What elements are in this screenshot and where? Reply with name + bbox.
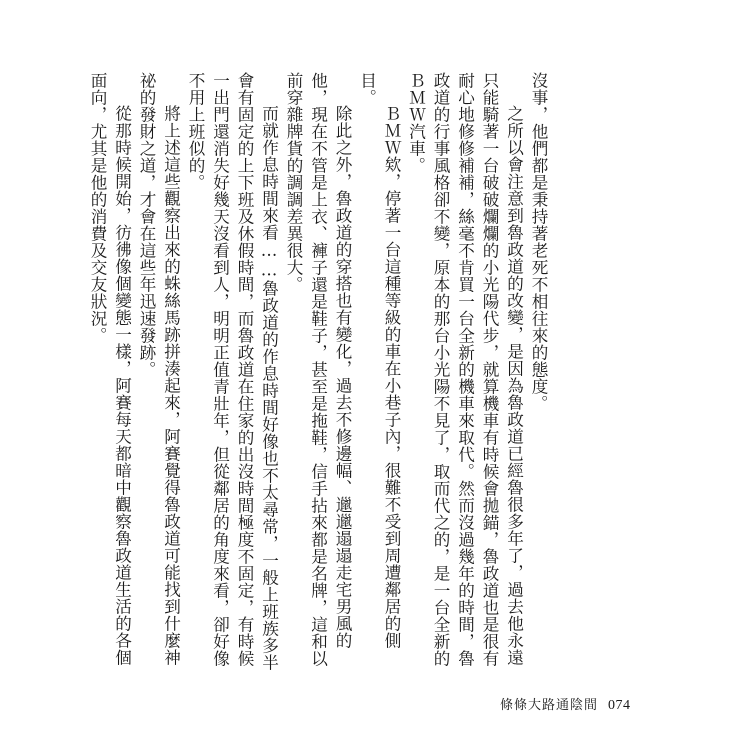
- paragraph-2: 之所以會注意到魯政道的改變，是因為魯政道已經魯很多年了，過去他永遠只能騎著一台破破爛爛的小光陽代步，就算機車有時候會拋錨，魯政道也是很有耐心地修修補補，絲毫不肯買一台全新的機車來取代。然而沒過幾年的時間，魯政道的行事風格卻不變，原本的那台小光陽不見了，取而代之的，是一台全新的ＢＭＷ汽車。: [406, 72, 524, 667]
- running-footer: [500, 694, 631, 714]
- paragraph-7: 從那時候開始，彷彿像個變態一樣，阿賽每天都暗中觀察魯政道生活的各個面向，尤其是他的消費及交友狀況。: [88, 72, 132, 667]
- book-title: 條條大路通陰間: [500, 698, 599, 713]
- paragraph-1: 沒事，他們都是秉持著老死不相往來的態度。: [529, 72, 548, 412]
- paragraph-3: ＢＭＷ欸，停著一台這種等級的車在小巷子內，很難不受到周遭鄰居的側目。: [357, 72, 401, 650]
- paragraph-6: 將上述這些觀察出來的蛛絲馬跡拼湊起來，阿賽覺得魯政道可能找到什麼神祕的發財之道，才會在這些年迅速發跡。: [137, 72, 181, 667]
- page-number: 074: [608, 698, 631, 713]
- paragraph-4: 除此之外，魯政道的穿搭也有變化，過去不修邊幅、邋邋遢遢走宅男風的他，現在不管是上衣、褲子還是鞋子，甚至是拖鞋，信手拈來都是名牌，這和以前穿雜牌貨的調調差異很大。: [284, 72, 352, 667]
- body-text: [88, 72, 550, 672]
- paragraph-5: 而就作息時間來看……魯政道的作息時間好像也不太尋常，一般上班族多半會有固定的上下班及休假時間，而魯政道在住家的出沒時間極度不固定，有時候一出門還消失好幾天沒看到人，明明正值青壯年，但從鄰居的角度來看，卻好像不用上班似的。: [186, 72, 279, 671]
